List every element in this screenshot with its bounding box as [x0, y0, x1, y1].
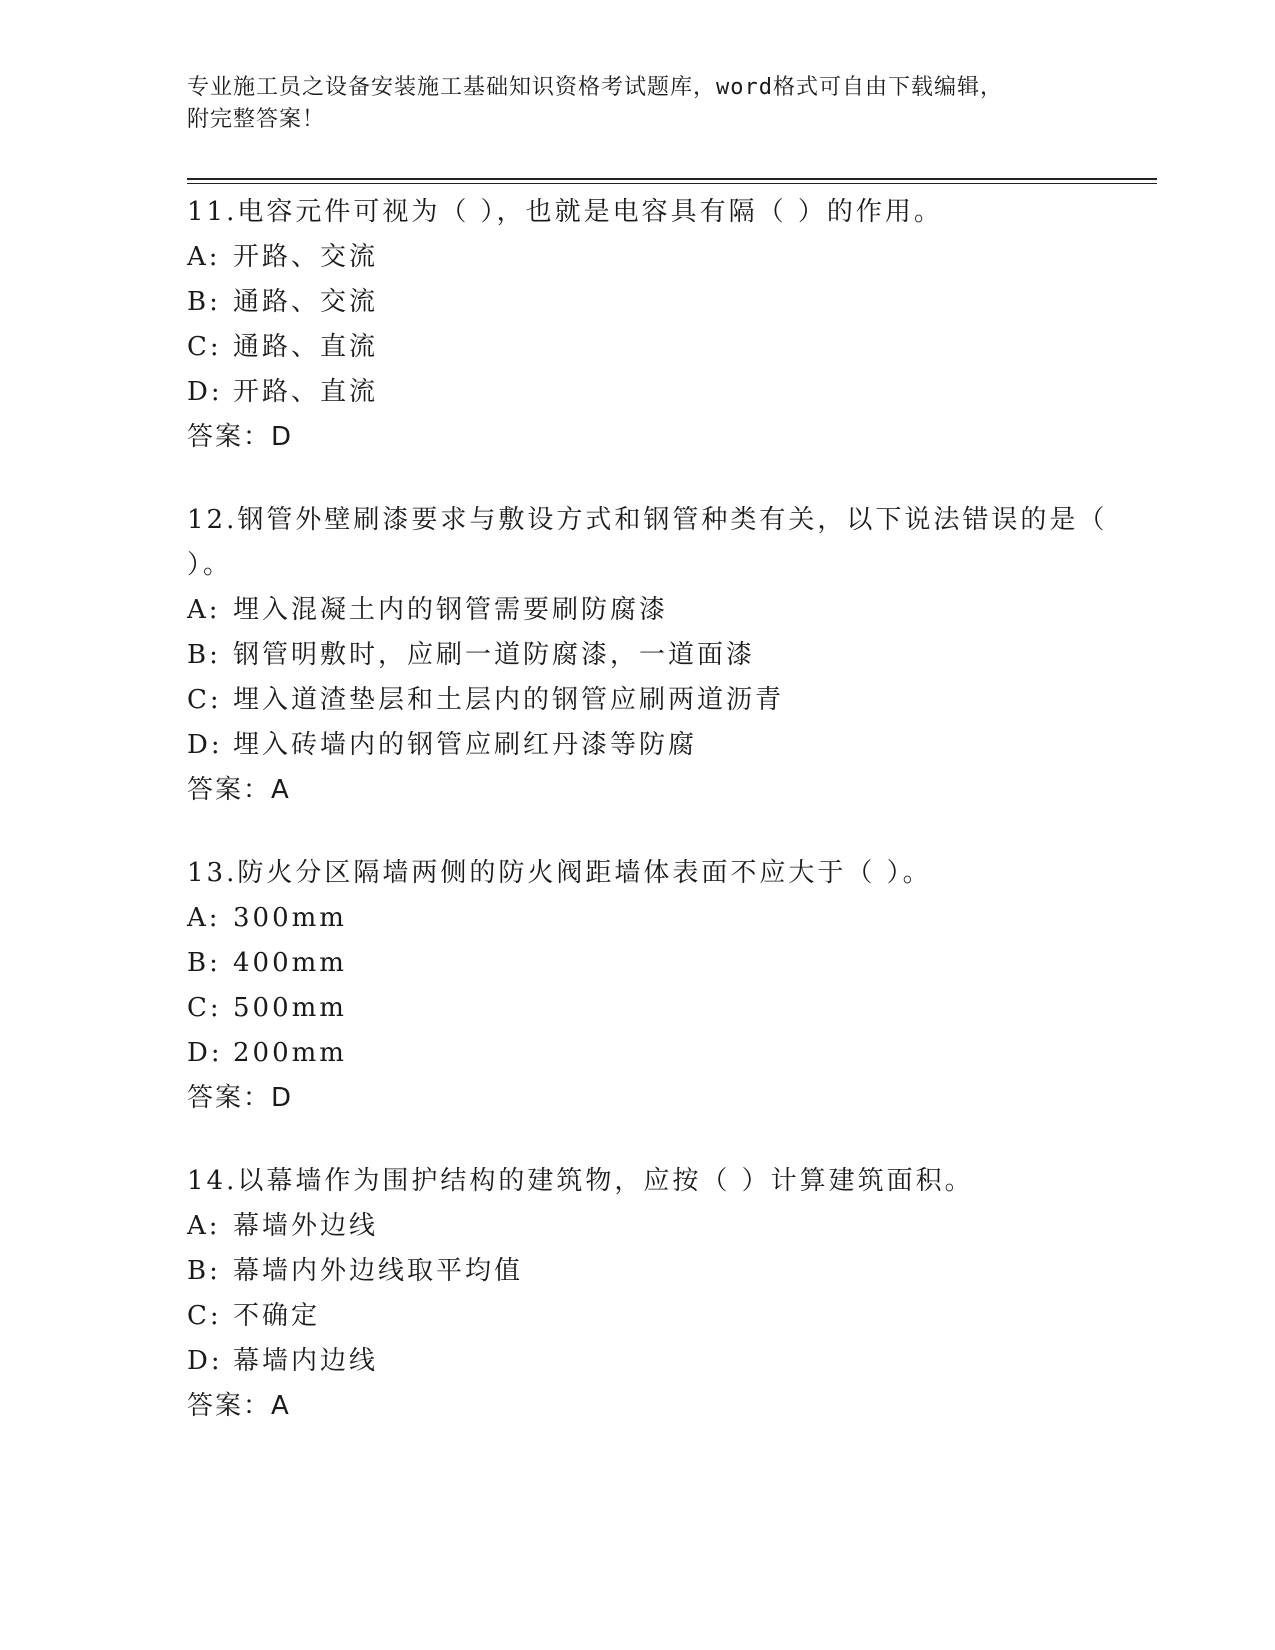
option-text: 200mm — [233, 1038, 347, 1068]
question-item — [187, 190, 1157, 460]
option-letter: C: — [187, 332, 222, 362]
question-stem: 12.钢管外壁刷漆要求与敷设方式和钢管种类有关，以下说法错误的是（ ）。 — [187, 505, 1108, 580]
option-c — [187, 1294, 1157, 1339]
option-text: 通路、直流 — [233, 332, 379, 362]
option-c — [187, 325, 1157, 370]
option-letter: D: — [187, 377, 223, 407]
option-letter: D: — [187, 730, 223, 760]
header-line-2: 附完整答案！ — [187, 107, 326, 132]
option-letter: D: — [187, 1038, 223, 1068]
option-a — [187, 588, 1157, 633]
question-stem: 13.防火分区隔墙两侧的防火阀距墙体表面不应大于（ ）。 — [187, 858, 932, 888]
option-b — [187, 1249, 1157, 1294]
option-letter: D: — [187, 1346, 223, 1376]
option-letter: B: — [187, 948, 221, 978]
option-d — [187, 370, 1157, 415]
option-text: 埋入道渣垫层和土层内的钢管应刷两道沥青 — [233, 685, 785, 715]
option-letter: B: — [187, 1256, 221, 1286]
option-letter: B: — [187, 287, 221, 317]
option-d — [187, 723, 1157, 768]
option-text: 300mm — [233, 903, 347, 933]
answer-line: 答案：A — [187, 775, 291, 805]
answer-line: 答案：D — [187, 1083, 294, 1113]
option-text: 幕墙内边线 — [233, 1346, 379, 1376]
option-text: 不确定 — [233, 1301, 321, 1331]
document-header — [187, 72, 1067, 136]
option-letter: C: — [187, 1301, 222, 1331]
answer-line: 答案：A — [187, 1391, 291, 1421]
option-text: 400mm — [233, 948, 347, 978]
option-c — [187, 678, 1157, 723]
option-text: 幕墙内外边线取平均值 — [233, 1256, 524, 1286]
option-text: 500mm — [233, 993, 347, 1023]
option-text: 通路、交流 — [233, 287, 379, 317]
option-a — [187, 896, 1157, 941]
option-letter: A: — [187, 1211, 221, 1241]
option-text: 埋入混凝土内的钢管需要刷防腐漆 — [233, 595, 669, 625]
option-a — [187, 235, 1157, 280]
option-c — [187, 986, 1157, 1031]
option-d — [187, 1031, 1157, 1076]
option-text: 幕墙外边线 — [233, 1211, 379, 1241]
answer-line: 答案：D — [187, 422, 294, 452]
option-text: 埋入砖墙内的钢管应刷红丹漆等防腐 — [233, 730, 698, 760]
option-letter: A: — [187, 595, 221, 625]
option-letter: A: — [187, 903, 221, 933]
question-item — [187, 498, 1157, 813]
header-divider-thin — [187, 183, 1157, 184]
option-letter: C: — [187, 685, 222, 715]
option-text: 开路、直流 — [233, 377, 379, 407]
question-stem: 11.电容元件可视为（ ），也就是电容具有隔（ ）的作用。 — [187, 197, 943, 227]
question-stem: 14.以幕墙作为围护结构的建筑物，应按（ ）计算建筑面积。 — [187, 1166, 974, 1196]
question-item — [187, 851, 1157, 1121]
question-item — [187, 1159, 1157, 1429]
option-letter: C: — [187, 993, 222, 1023]
option-b — [187, 941, 1157, 986]
option-d — [187, 1339, 1157, 1384]
option-text: 开路、交流 — [233, 242, 379, 272]
option-b — [187, 280, 1157, 325]
header-line-1: 专业施工员之设备安装施工基础知识资格考试题库，word格式可自由下载编辑， — [187, 75, 1003, 100]
question-list — [187, 190, 1157, 1467]
option-letter: A: — [187, 242, 221, 272]
option-text: 钢管明敷时，应刷一道防腐漆，一道面漆 — [233, 640, 756, 670]
option-b — [187, 633, 1157, 678]
header-divider-thick — [187, 178, 1157, 180]
option-a — [187, 1204, 1157, 1249]
option-letter: B: — [187, 640, 221, 670]
